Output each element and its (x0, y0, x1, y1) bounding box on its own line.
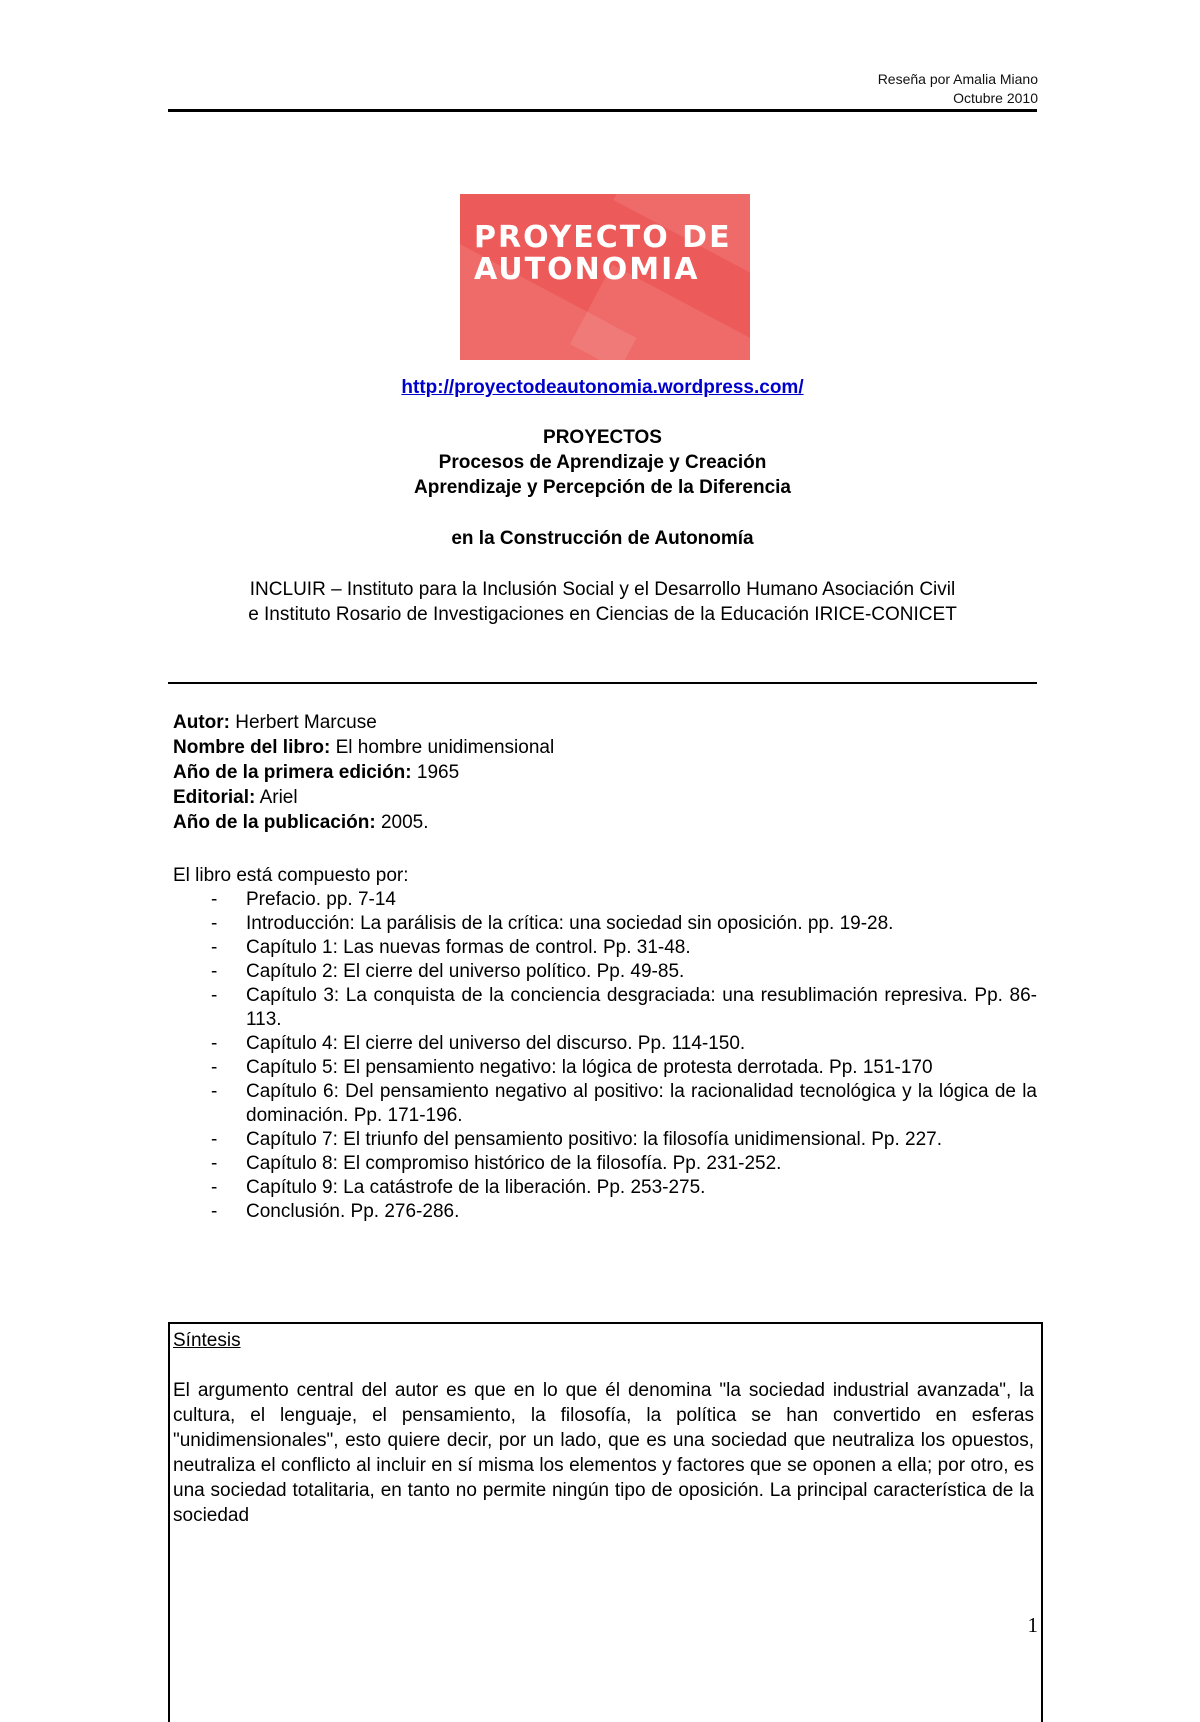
bullet-dash: - (211, 1201, 218, 1222)
toc-item (173, 1056, 1037, 1080)
meta-anio (173, 760, 554, 785)
meta-anio-value: 1965 (416, 762, 460, 783)
bullet-dash: - (211, 1177, 218, 1198)
bullet-dash: - (211, 1129, 218, 1150)
website-link[interactable]: http://proyectodeautonomia.wordpress.com/ (401, 377, 804, 398)
section-divider (168, 682, 1037, 684)
toc-item-text: Capítulo 9: La catástrofe de la liberación. Pp. 253-275. (246, 1177, 706, 1198)
toc-item-text: Conclusión. Pp. 276-286. (246, 1201, 460, 1222)
title-aprendizaje: Aprendizaje y Percepción de la Diferencia (414, 477, 791, 498)
logo-text-line1: PROYECTO DE (474, 220, 732, 255)
meta-libro (173, 735, 554, 760)
bullet-dash: - (211, 913, 218, 934)
meta-autor-label: Autor: (173, 712, 230, 733)
meta-autor-value: Herbert Marcuse (235, 712, 377, 733)
header-author: Reseña por Amalia Miano (877, 71, 1038, 87)
toc-item (173, 1176, 1037, 1200)
page-number: 1 (1027, 1613, 1038, 1637)
toc-item (173, 984, 1037, 1032)
logo-text-line2: AUTONOMIA (474, 252, 700, 287)
title-procesos: Procesos de Aprendizaje y Creación (438, 452, 767, 473)
table-of-contents (173, 888, 1037, 1224)
sintesis-text: El argumento central del autor es que en lo que él denomina "la sociedad industrial avanzada", la cultura, el lenguaje, el pensamiento, la filosofía, la política se han convertido en esferas "unidimensionales", esto quiere decir, por un lado, que es una sociedad que neutraliza los opuestos, neutraliza el conflicto al incluir en sí misma los elementos y factores que se oponen a ella; por otro, es una sociedad totalitaria, en tanto no permite ningún tipo de oposición. La principal característica de la sociedad (173, 1380, 1034, 1526)
header-rule (168, 109, 1037, 112)
meta-publicacion-value: 2005. (380, 812, 429, 833)
sintesis-title: Síntesis (173, 1330, 241, 1351)
bullet-dash: - (211, 1081, 218, 1102)
toc-item-text: Capítulo 3: La conquista de la conciencia desgraciada: una resublimación represiva. Pp. 86-113. (246, 985, 1037, 1030)
header-date: Octubre 2010 (953, 90, 1038, 106)
proyecto-autonomia-logo (460, 194, 750, 360)
toc-item (173, 888, 1037, 912)
toc-item-text: Capítulo 5: El pensamiento negativo: la lógica de protesta derrotada. Pp. 151-170 (246, 1057, 933, 1078)
toc-item (173, 1128, 1037, 1152)
meta-editorial-value: Ariel (259, 787, 298, 808)
toc-item-text: Capítulo 1: Las nuevas formas de control. Pp. 31-48. (246, 937, 691, 958)
toc-item-text: Capítulo 4: El cierre del universo del discurso. Pp. 114-150. (246, 1033, 746, 1054)
meta-autor (173, 710, 554, 735)
page-header (878, 70, 1038, 108)
institution-line-1: INCLUIR – Instituto para la Inclusión Social y el Desarrollo Humano Asociación Civil (249, 579, 956, 600)
meta-libro-value: El hombre unidimensional (335, 737, 555, 758)
bullet-dash: - (211, 937, 218, 958)
meta-anio-label: Año de la primera edición: (173, 762, 412, 783)
bullet-dash: - (211, 961, 218, 982)
title-proyectos: PROYECTOS (543, 427, 662, 448)
toc-item (173, 960, 1037, 984)
toc-item-text: Capítulo 2: El cierre del universo político. Pp. 49-85. (246, 961, 685, 982)
meta-publicacion-label: Año de la publicación: (173, 812, 376, 833)
toc-item-text: Capítulo 7: El triunfo del pensamiento positivo: la filosofía unidimensional. Pp. 227. (246, 1129, 943, 1150)
toc-item (173, 936, 1037, 960)
toc-item-text: Introducción: La parálisis de la crítica: una sociedad sin oposición. pp. 19-28. (246, 913, 894, 934)
institution-line-2: e Instituto Rosario de Investigaciones en Ciencias de la Educación IRICE-CONICET (248, 604, 957, 625)
book-metadata (173, 710, 554, 835)
meta-editorial-label: Editorial: (173, 787, 256, 808)
toc-item-text: Capítulo 8: El compromiso histórico de la filosofía. Pp. 231-252. (246, 1153, 782, 1174)
bullet-dash: - (211, 1057, 218, 1078)
bullet-dash: - (211, 1153, 218, 1174)
bullet-dash: - (211, 985, 218, 1006)
bullet-dash: - (211, 1033, 218, 1054)
toc-item (173, 1200, 1037, 1224)
toc-intro: El libro está compuesto por: (173, 865, 409, 886)
toc-item-text: Capítulo 6: Del pensamiento negativo al positivo: la racionalidad tecnológica y la lógica de la dominación. Pp. 171-196. (246, 1081, 1037, 1126)
title-construccion: en la Construcción de Autonomía (451, 528, 754, 549)
meta-libro-label: Nombre del libro: (173, 737, 331, 758)
toc-item-text: Prefacio. pp. 7-14 (246, 889, 396, 910)
toc-item (173, 1032, 1037, 1056)
toc-item (173, 1152, 1037, 1176)
meta-publicacion (173, 810, 554, 835)
toc-item (173, 1080, 1037, 1128)
toc-item (173, 912, 1037, 936)
bullet-dash: - (211, 889, 218, 910)
meta-editorial (173, 785, 554, 810)
